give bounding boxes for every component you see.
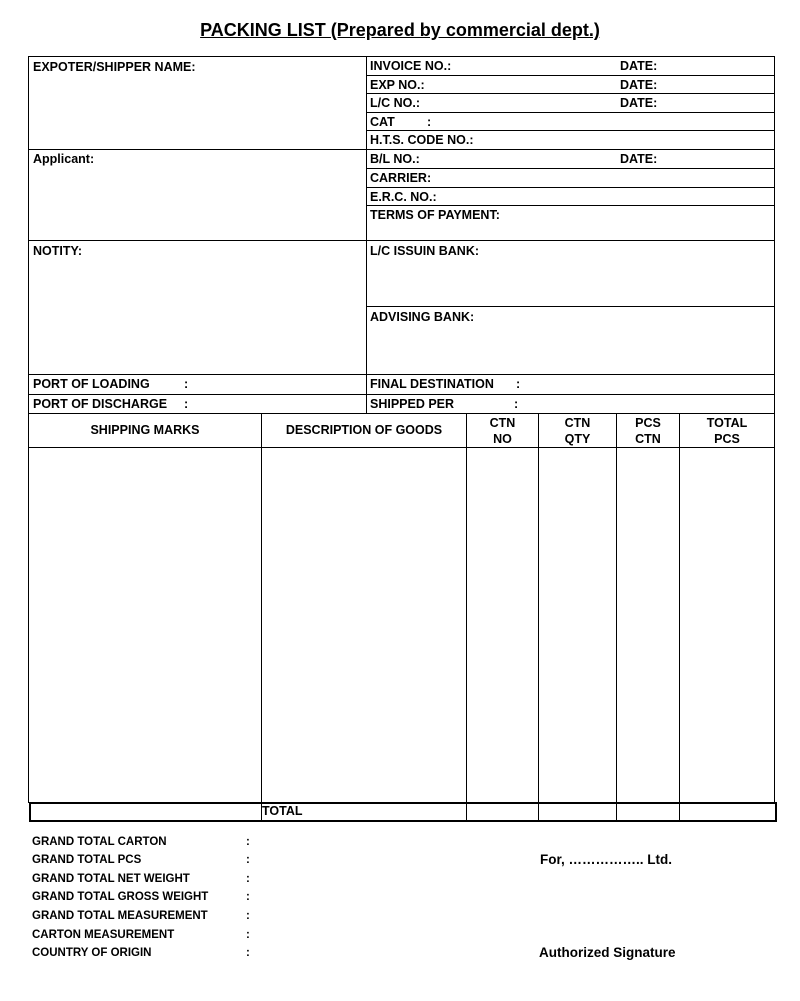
lc-issuing-bank-label: L/C ISSUIN BANK: — [370, 244, 480, 258]
final-destination-label: FINAL DESTINATION — [370, 377, 494, 391]
port-of-discharge-label: PORT OF DISCHARGE — [33, 397, 168, 411]
header-pcs-ctn: PCS CTN — [635, 416, 661, 446]
summary-colon: : — [246, 910, 250, 922]
header-description-of-goods: DESCRIPTION OF GOODS — [285, 423, 443, 437]
port-of-loading-colon: : — [184, 377, 189, 391]
page-title: PACKING LIST (Prepared by commercial dept.) — [200, 20, 600, 40]
authorized-signature: Authorized Signature — [539, 945, 676, 960]
port-of-loading-label: PORT OF LOADING — [33, 377, 150, 391]
summary-colon: : — [246, 891, 250, 903]
carrier-label: CARRIER: — [370, 171, 432, 185]
table-total-label: TOTAL — [262, 804, 303, 818]
summary-colon: : — [246, 873, 250, 885]
summary-item: CARTON MEASUREMENT — [32, 929, 175, 941]
header-shipping-marks: SHIPPING MARKS — [90, 423, 200, 437]
invoice-no-label: INVOICE NO.: — [370, 59, 452, 73]
summary-item: GRAND TOTAL GROSS WEIGHT — [32, 891, 209, 903]
summary-colon: : — [246, 929, 250, 941]
exp-date-label: DATE: — [620, 78, 658, 92]
summary-item: GRAND TOTAL NET WEIGHT — [32, 873, 190, 885]
lc-no-label: L/C NO.: — [370, 96, 420, 110]
header-total-pcs: TOTAL PCS — [706, 416, 748, 446]
applicant-label: Applicant: — [33, 152, 95, 166]
invoice-date-label: DATE: — [620, 59, 658, 73]
shipped-per-label: SHIPPED PER — [370, 397, 455, 411]
summary-item: GRAND TOTAL PCS — [32, 854, 142, 866]
summary-item: COUNTRY OF ORIGIN — [32, 947, 152, 959]
terms-of-payment-label: TERMS OF PAYMENT: — [370, 208, 500, 222]
hts-code-label: H.T.S. CODE NO.: — [370, 133, 474, 147]
header-ctn-no: CTN NO — [489, 416, 516, 446]
header-ctn-qty: CTN QTY — [564, 416, 591, 446]
advising-bank-label: ADVISING BANK: — [370, 310, 475, 324]
final-destination-colon: : — [516, 377, 521, 391]
erc-no-label: E.R.C. NO.: — [370, 190, 437, 204]
exp-no-label: EXP NO.: — [370, 78, 425, 92]
bl-no-label: B/L NO.: — [370, 152, 420, 166]
bl-date-label: DATE: — [620, 152, 658, 166]
shipped-per-colon: : — [514, 397, 519, 411]
summary-item: GRAND TOTAL MEASUREMENT — [32, 910, 208, 922]
company-for-line: For, …………….. Ltd. — [540, 852, 672, 867]
notify-label: NOTITY: — [33, 244, 83, 258]
summary-colon: : — [246, 836, 250, 848]
shipper-name-label: EXPOTER/SHIPPER NAME: — [33, 60, 196, 74]
lc-date-label: DATE: — [620, 96, 658, 110]
cat-colon: : — [427, 115, 432, 129]
summary-colon: : — [246, 854, 250, 866]
cat-label: CAT — [370, 115, 395, 129]
port-of-discharge-colon: : — [184, 397, 189, 411]
summary-colon: : — [246, 947, 250, 959]
summary-item: GRAND TOTAL CARTON — [32, 836, 167, 848]
